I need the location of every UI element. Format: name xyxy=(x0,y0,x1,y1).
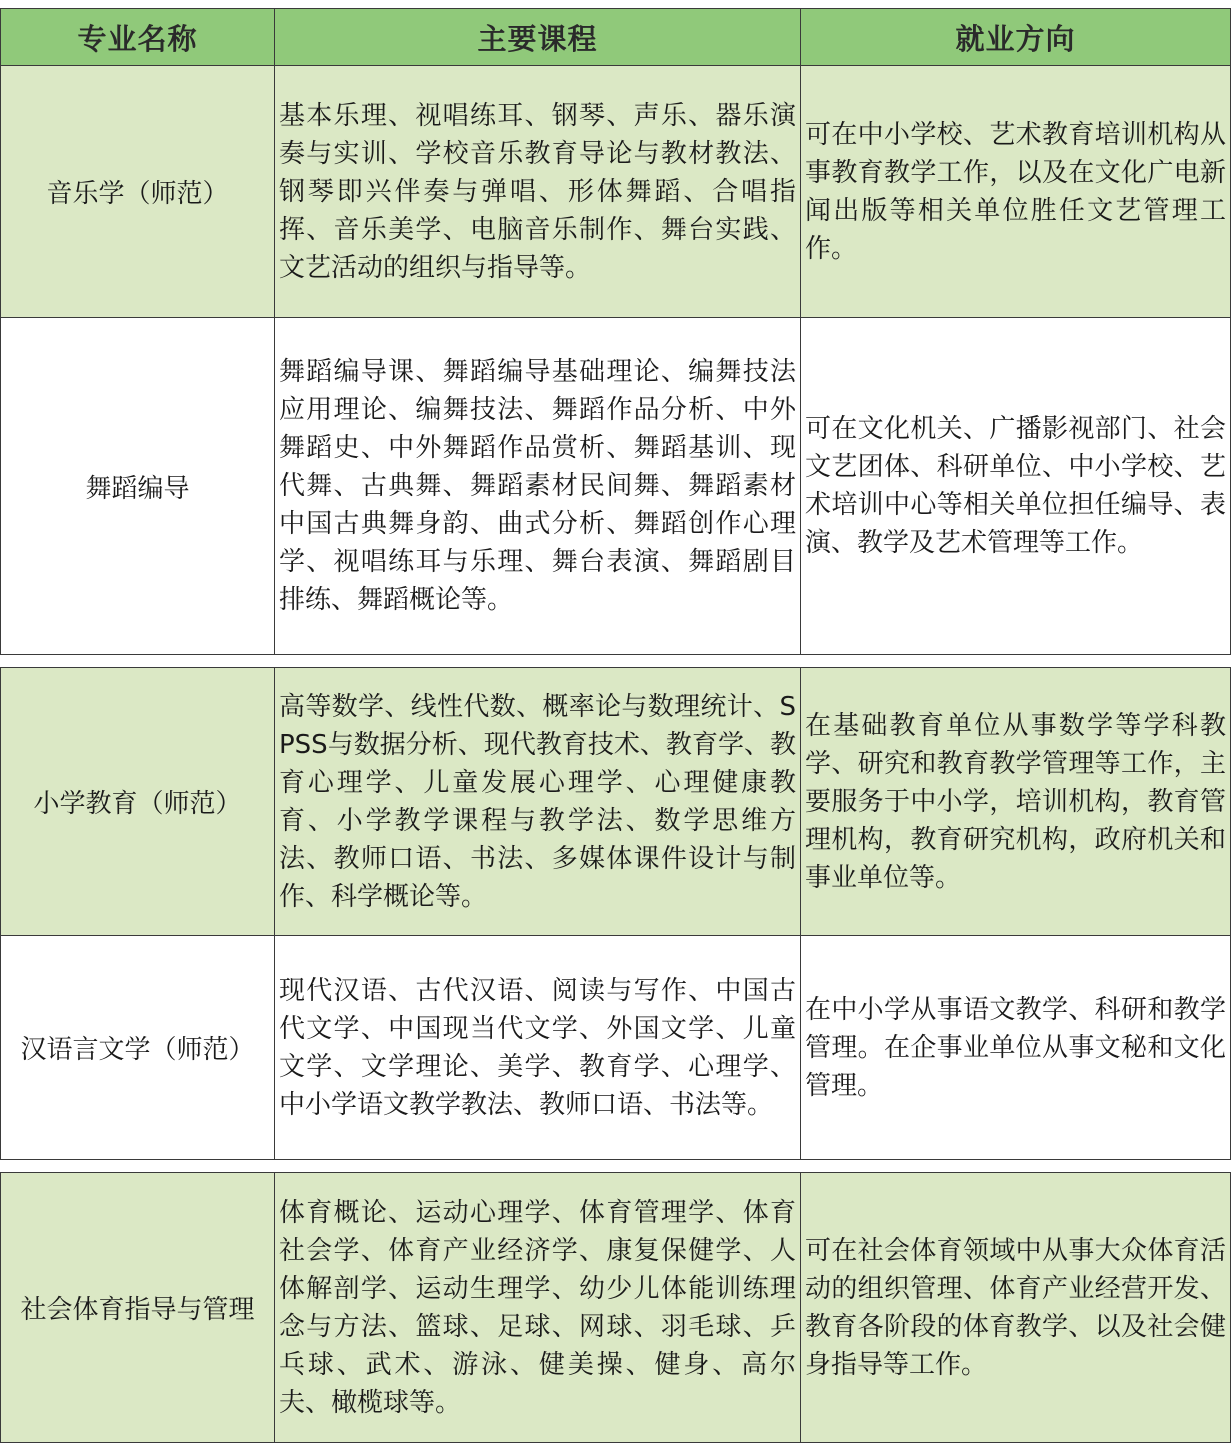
table-block-3 xyxy=(0,1172,1230,1443)
major-name: 音乐学（师范） xyxy=(1,66,275,318)
header-courses: 主要课程 xyxy=(275,9,801,66)
major-courses: 高等数学、线性代数、概率论与数理统计、SPSS与数据分析、现代教育技术、教育学、教育心理学、儿童发展心理学、心理健康教育、小学教学课程与教学法、数学思维方法、教师口语、书法、多媒体课件设计与制作、科学概论等。 xyxy=(275,668,801,936)
table-row xyxy=(1,1173,1231,1443)
table-row xyxy=(1,318,1231,655)
table-header xyxy=(1,9,1231,66)
major-courses: 基本乐理、视唱练耳、钢琴、声乐、器乐演奏与实训、学校音乐教育导论与教材教法、钢琴即兴伴奏与弹唱、形体舞蹈、合唱指挥、音乐美学、电脑音乐制作、舞台实践、文艺活动的组织与指导等。 xyxy=(275,66,801,318)
major-name: 汉语言文学（师范） xyxy=(1,936,275,1160)
major-courses: 体育概论、运动心理学、体育管理学、体育社会学、体育产业经济学、康复保健学、人体解剖学、运动生理学、幼少儿体能训练理念与方法、篮球、足球、网球、羽毛球、乒乓球、武术、游泳、健美操、健身、高尔夫、橄榄球等。 xyxy=(275,1173,801,1443)
major-careers: 在基础教育单位从事数学等学科教学、研究和教育教学管理等工作，主要服务于中小学，培训机构，教育管理机构，教育研究机构，政府机关和事业单位等。 xyxy=(801,668,1231,936)
major-courses: 现代汉语、古代汉语、阅读与写作、中国古代文学、中国现当代文学、外国文学、儿童文学、文学理论、美学、教育学、心理学、中小学语文教学教法、教师口语、书法等。 xyxy=(275,936,801,1160)
table-block-1 xyxy=(0,8,1230,655)
major-careers: 可在文化机关、广播影视部门、社会文艺团体、科研单位、中小学校、艺术培训中心等相关单位担任编导、表演、教学及艺术管理等工作。 xyxy=(801,318,1231,655)
majors-table-3 xyxy=(0,1172,1231,1443)
major-careers: 在中小学从事语文教学、科研和教学管理。在企事业单位从事文秘和文化管理。 xyxy=(801,936,1231,1160)
table-row xyxy=(1,936,1231,1160)
major-name: 舞蹈编导 xyxy=(1,318,275,655)
majors-table-1 xyxy=(0,8,1231,655)
table-row xyxy=(1,66,1231,318)
table-row xyxy=(1,668,1231,936)
header-careers: 就业方向 xyxy=(801,9,1231,66)
majors-table-2 xyxy=(0,667,1231,1160)
header-major: 专业名称 xyxy=(1,9,275,66)
major-name: 小学教育（师范） xyxy=(1,668,275,936)
table-block-2 xyxy=(0,667,1230,1160)
major-careers: 可在中小学校、艺术教育培训机构从事教育教学工作，以及在文化广电新闻出版等相关单位胜任文艺管理工作。 xyxy=(801,66,1231,318)
major-courses: 舞蹈编导课、舞蹈编导基础理论、编舞技法应用理论、编舞技法、舞蹈作品分析、中外舞蹈史、中外舞蹈作品赏析、舞蹈基训、现代舞、古典舞、舞蹈素材民间舞、舞蹈素材中国古典舞身韵、曲式分析、舞蹈创作心理学、视唱练耳与乐理、舞台表演、舞蹈剧目排练、舞蹈概论等。 xyxy=(275,318,801,655)
major-name: 社会体育指导与管理 xyxy=(1,1173,275,1443)
major-careers: 可在社会体育领域中从事大众体育活动的组织管理、体育产业经营开发、教育各阶段的体育教学、以及社会健身指导等工作。 xyxy=(801,1173,1231,1443)
